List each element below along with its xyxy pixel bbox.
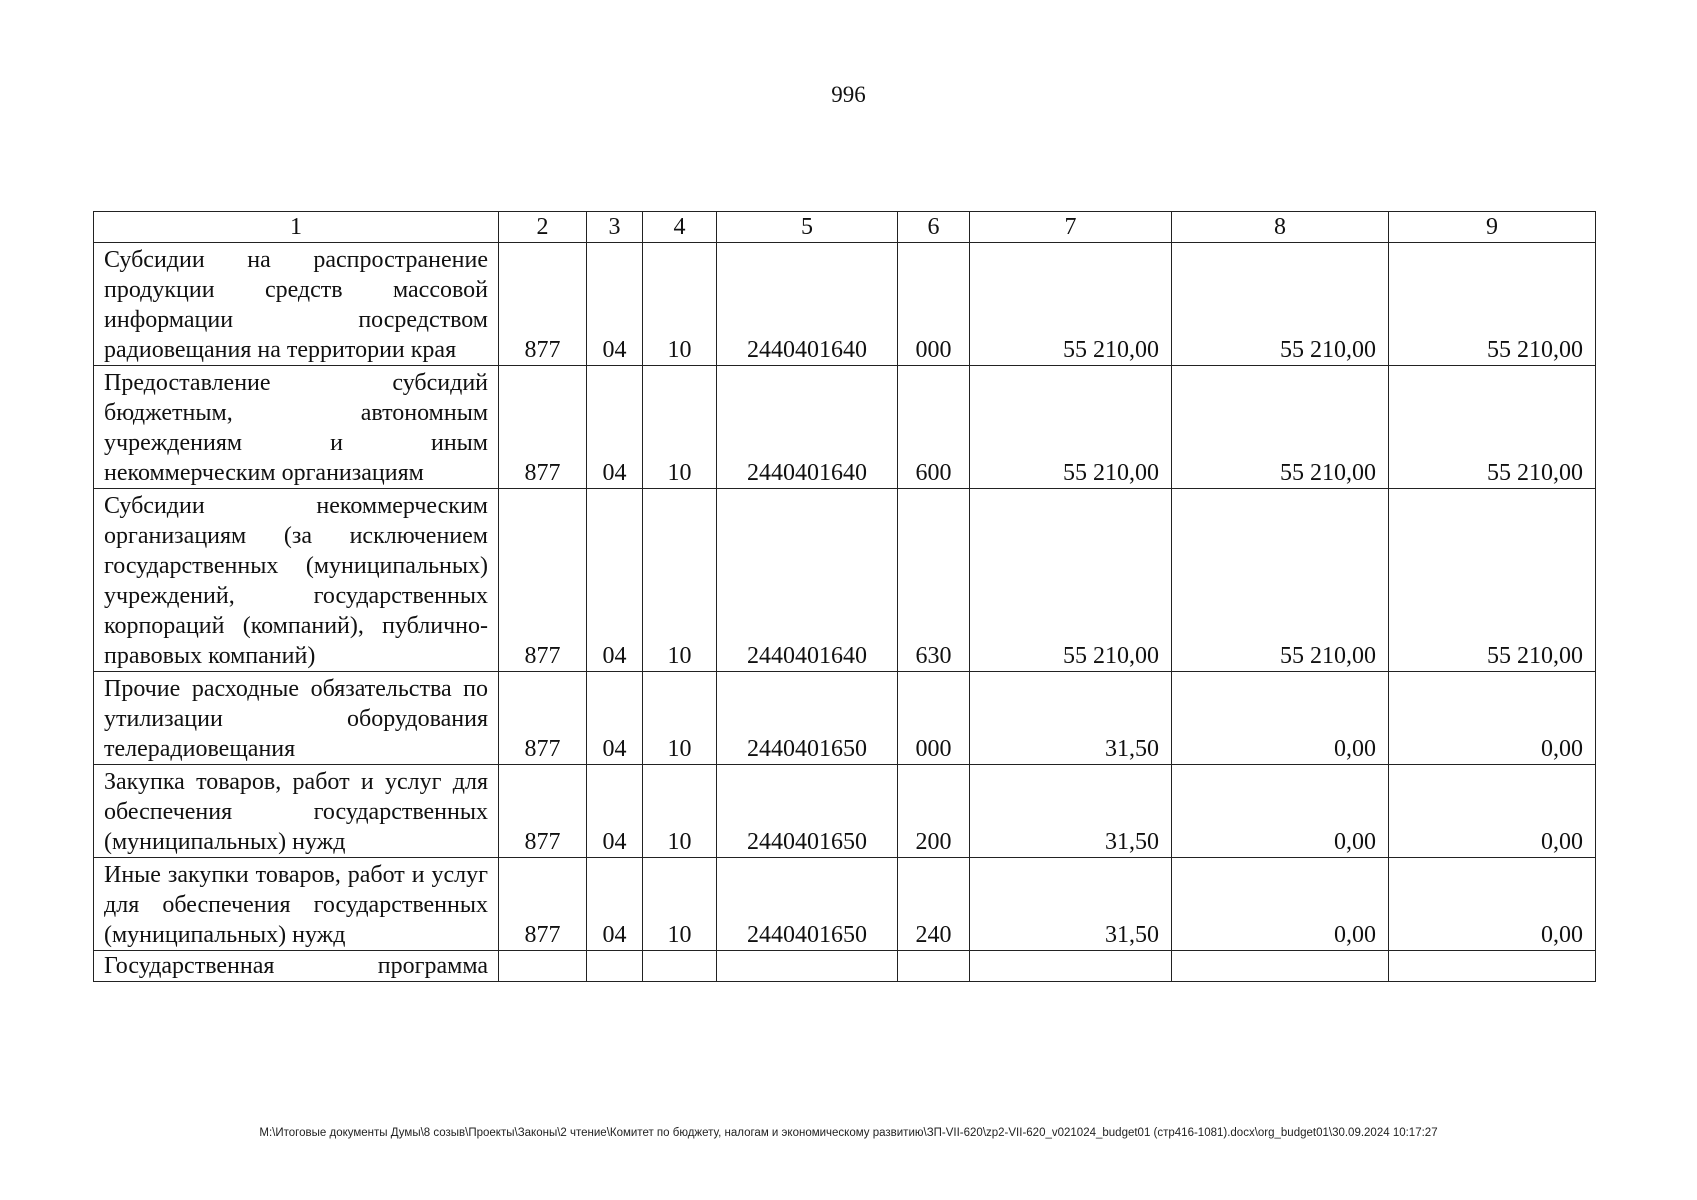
cell-ministry-code: 877 — [499, 672, 587, 765]
cell-subsection-code: 10 — [643, 489, 717, 672]
cell-target-code: 2440401640 — [717, 489, 898, 672]
cell-expense-type: 600 — [898, 366, 970, 489]
cell-amount-7: 31,50 — [970, 858, 1172, 951]
cell-target-code: 2440401640 — [717, 243, 898, 366]
cell-amount-8: 55 210,00 — [1172, 489, 1389, 672]
cell-amount-8 — [1172, 951, 1389, 982]
cell-amount-9: 55 210,00 — [1389, 243, 1596, 366]
cell-section-code: 04 — [587, 672, 643, 765]
cell-expense-type: 000 — [898, 243, 970, 366]
cell-amount-7: 31,50 — [970, 672, 1172, 765]
cell-expense-type: 630 — [898, 489, 970, 672]
column-header-8: 8 — [1172, 212, 1389, 243]
cell-amount-9: 0,00 — [1389, 672, 1596, 765]
table-row — [94, 951, 1596, 982]
row-description: Субсидии на распространение продукции средств массовой информации посредством радиовещания на территории края — [94, 243, 499, 366]
header-row — [94, 212, 1596, 243]
document-file-path: M:\Итоговые документы Думы\8 созыв\Проекты\Законы\2 чтение\Комитет по бюджету, налогам и экономическому развитию\ЗП-VII-620\zp2-VII-620_v021024_budget01 (стр416-1081).docx\org_budget01\30.09.2024 10:17:27 — [259, 1127, 1438, 1139]
cell-amount-9: 0,00 — [1389, 858, 1596, 951]
cell-subsection-code: 10 — [643, 672, 717, 765]
column-header-2: 2 — [499, 212, 587, 243]
cell-section-code: 04 — [587, 489, 643, 672]
cell-subsection-code: 10 — [643, 243, 717, 366]
cell-target-code: 2440401650 — [717, 672, 898, 765]
column-header-7: 7 — [970, 212, 1172, 243]
cell-amount-7 — [970, 951, 1172, 982]
cell-amount-7: 55 210,00 — [970, 489, 1172, 672]
cell-ministry-code — [499, 951, 587, 982]
row-description: Иные закупки товаров, работ и услуг для обеспечения государственных (муниципальных) нужд — [94, 858, 499, 951]
cell-amount-9: 55 210,00 — [1389, 366, 1596, 489]
row-description: Закупка товаров, работ и услуг для обеспечения государственных (муниципальных) нужд — [94, 765, 499, 858]
cell-ministry-code: 877 — [499, 765, 587, 858]
cell-ministry-code: 877 — [499, 366, 587, 489]
column-header-3: 3 — [587, 212, 643, 243]
row-description: Субсидии некоммерческим организациям (за исключением государственных (муниципальных) учреждений, государственных корпораций (компаний), публично-правовых компаний) — [94, 489, 499, 672]
cell-section-code: 04 — [587, 366, 643, 489]
cell-amount-8: 0,00 — [1172, 672, 1389, 765]
cell-amount-7: 31,50 — [970, 765, 1172, 858]
column-header-9: 9 — [1389, 212, 1596, 243]
table-row — [94, 366, 1596, 489]
cell-amount-7: 55 210,00 — [970, 243, 1172, 366]
cell-amount-8: 0,00 — [1172, 858, 1389, 951]
cell-target-code: 2440401640 — [717, 366, 898, 489]
cell-target-code: 2440401650 — [717, 858, 898, 951]
cell-target-code: 2440401650 — [717, 765, 898, 858]
cell-amount-8: 0,00 — [1172, 765, 1389, 858]
cell-target-code — [717, 951, 898, 982]
column-header-5: 5 — [717, 212, 898, 243]
cell-expense-type: 200 — [898, 765, 970, 858]
cell-amount-9 — [1389, 951, 1596, 982]
cell-amount-8: 55 210,00 — [1172, 366, 1389, 489]
table-row — [94, 243, 1596, 366]
row-description: Прочие расходные обязательства по утилизации оборудования телерадиовещания — [94, 672, 499, 765]
cell-section-code: 04 — [587, 243, 643, 366]
column-header-1: 1 — [94, 212, 499, 243]
page-number: 996 — [831, 82, 866, 107]
table-row — [94, 672, 1596, 765]
cell-expense-type: 240 — [898, 858, 970, 951]
table-row — [94, 489, 1596, 672]
cell-subsection-code — [643, 951, 717, 982]
cell-expense-type — [898, 951, 970, 982]
cell-subsection-code: 10 — [643, 858, 717, 951]
cell-amount-8: 55 210,00 — [1172, 243, 1389, 366]
column-header-4: 4 — [643, 212, 717, 243]
cell-section-code: 04 — [587, 858, 643, 951]
cell-ministry-code: 877 — [499, 858, 587, 951]
column-header-6: 6 — [898, 212, 970, 243]
row-description: Государственная программа — [94, 951, 499, 982]
cell-ministry-code: 877 — [499, 243, 587, 366]
cell-amount-7: 55 210,00 — [970, 366, 1172, 489]
table-row — [94, 765, 1596, 858]
table-row — [94, 858, 1596, 951]
cell-subsection-code: 10 — [643, 366, 717, 489]
cell-subsection-code: 10 — [643, 765, 717, 858]
budget-table — [93, 211, 1596, 982]
cell-section-code — [587, 951, 643, 982]
cell-amount-9: 55 210,00 — [1389, 489, 1596, 672]
cell-ministry-code: 877 — [499, 489, 587, 672]
cell-amount-9: 0,00 — [1389, 765, 1596, 858]
row-description: Предоставление субсидий бюджетным, автономным учреждениям и иным некоммерческим организациям — [94, 366, 499, 489]
cell-section-code: 04 — [587, 765, 643, 858]
cell-expense-type: 000 — [898, 672, 970, 765]
